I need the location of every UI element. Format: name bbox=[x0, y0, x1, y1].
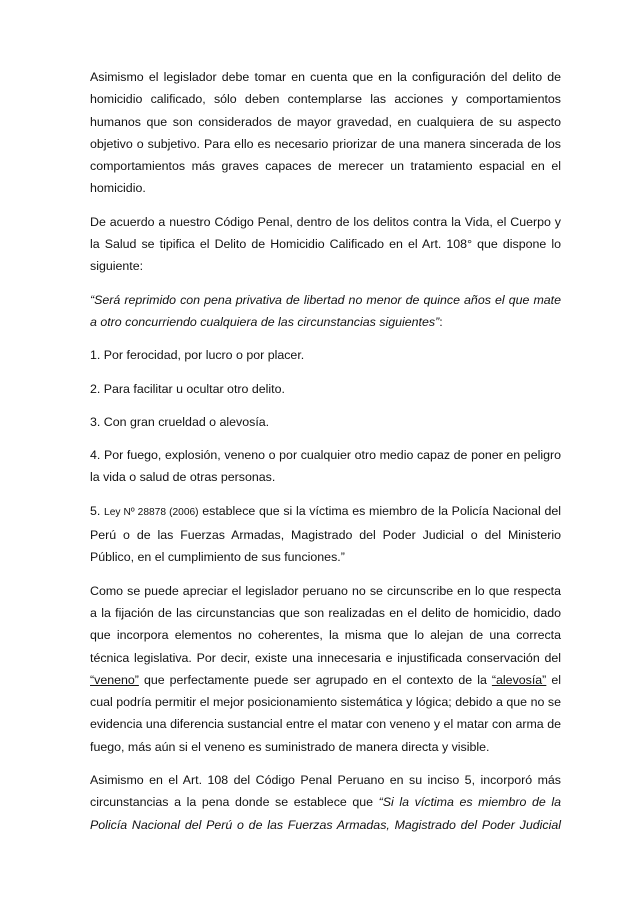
inciso-quote: “Si la víctima es miembro de la Policía Nacional del Perú o de las Fuerzas Armadas, Magistrado del Poder Judicial bbox=[90, 795, 561, 832]
paragraph-inciso-5 bbox=[90, 769, 561, 836]
term-alevosia: “alevosía” bbox=[491, 672, 547, 687]
analysis-text-b: que perfectamente puede ser agrupado en el contexto de la bbox=[138, 672, 492, 687]
analysis-text-c: el cual podría permitir el mejor posicionamiento sistemática y lógica; debido a que no se evidencia una diferencia sustancial entre el matar con veneno y el matar con arma de fuego, más aún si el veneno es suministrado de manera directa y visible. bbox=[90, 672, 561, 754]
list-item-4: 4. Por fuego, explosión, veneno o por cualquier otro medio capaz de poner en peligro la vida o salud de otras personas. bbox=[90, 448, 561, 485]
paragraph-intro: Asimismo el legislador debe tomar en cuenta que en la configuración del delito de homicidio calificado, sólo deben contemplarse las acciones y comportamientos humanos que son considerados de mayor gravedad, en cualquiera de su aspecto objetivo o subjetivo. Para ello es necesario priorizar de una manera sincerada de los comportamientos más graves capaces de merecer un tratamiento espacial en el homicidio. bbox=[90, 70, 561, 196]
list-item-5 bbox=[90, 500, 561, 569]
quote-colon: : bbox=[439, 314, 443, 329]
list-item-2: 2. Para facilitar u ocultar otro delito. bbox=[90, 381, 285, 396]
paragraph-codigo-penal: De acuerdo a nuestro Código Penal, dentro de los delitos contra la Vida, el Cuerpo y la Salud se tipifica el Delito de Homicidio Calificado en el Art. 108° que dispone lo siguiente: bbox=[90, 214, 561, 274]
law-reference: Ley Nº 28878 (2006) bbox=[104, 506, 199, 518]
term-veneno: “veneno” bbox=[90, 672, 139, 687]
inciso-text: Asimismo en el Art. 108 del Código Penal Peruano en su inciso 5, incorporó más circunstancias a la pena donde se establece que bbox=[90, 773, 561, 810]
article-quote: “Será reprimido con pena privativa de libertad no menor de quince años el que mate a otro concurriendo cualquiera de las circunstancias siguientes” bbox=[90, 292, 561, 329]
item-5-number: 5. bbox=[90, 503, 105, 518]
list-item-1: 1. Por ferocidad, por lucro o por placer. bbox=[90, 348, 305, 363]
item-5-text: establece que si la víctima es miembro de la Policía Nacional del Perú o de las Fuerzas Armadas, Magistrado del Poder Judicial o del Ministerio Público, en el cumplimiento de sus funciones.” bbox=[90, 503, 561, 565]
paragraph-analysis bbox=[90, 580, 561, 758]
list-item-3: 3. Con gran crueldad o alevosía. bbox=[90, 414, 270, 429]
paragraph-article-quote bbox=[90, 289, 561, 334]
analysis-text-a: Como se puede apreciar el legislador peruano no se circunscribe en lo que respecta a la fijación de las circunstancias que son realizadas en el delito de homicidio, dado que incorpora elementos no coherentes, la misma que lo alejan de una correcta técnica legislativa. Por decir, existe una innecesaria e injustificada conservación del bbox=[90, 583, 561, 665]
